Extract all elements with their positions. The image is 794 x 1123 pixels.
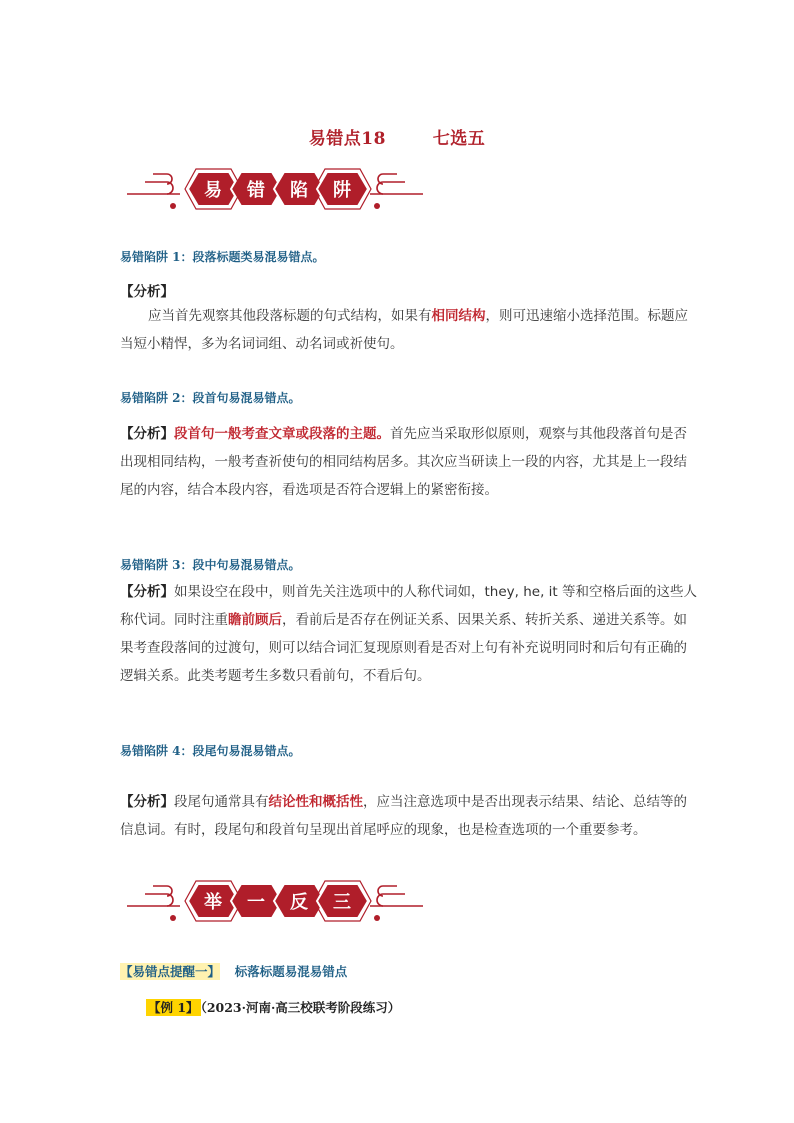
trap3-text-a: 如果设空在段中，则首先关注选项中的人称代词如，they, he, it 等和空格后面的这些人称代词。同时注重: [120, 584, 698, 628]
reminder-tag: 【易错点提醒一】: [120, 964, 221, 979]
trap3-paragraph: [120, 578, 700, 690]
title-main: 易错点18: [308, 129, 386, 149]
banner2-char-3: 反: [290, 892, 308, 913]
analysis-label: 【分析】: [120, 794, 174, 810]
trap2-heading: 易错陷阱 2：段首句易混易错点。: [120, 391, 301, 405]
trap3-text-b: ，看前后是否存在例证关系、因果关系、转折关系、递进关系等。如果考查段落间的过渡句，则可以结合词汇复现原则看是否对上句有补充说明同时和后句有正确的逻辑关系。此类考题考生多数只看前句，不看后句。: [120, 612, 687, 684]
trap4-text-b: ，应当注意选项中是否出现表示结果、结论、总结等的信息词。有时，段尾句和段首句呈现出首尾呼应的现象，也是检查选项的一个重要参考。: [120, 794, 687, 838]
banner-char-3: 陷: [290, 180, 308, 201]
trap1-paragraph: [120, 302, 700, 358]
trap3-heading: 易错陷阱 3：段中句易混易错点。: [120, 558, 301, 572]
trap2-text: 首先应当采取形似原则，观察与其他段落首句是否出现相同结构，一般考查祈使句的相同结构居多。其次应当研读上一段的内容，尤其是上一段结尾的内容，结合本段内容，看选项是否符合逻辑上的紧密衔接。: [120, 426, 687, 498]
banner-char-2: 错: [247, 180, 265, 201]
trap1-text-a: 应当首先观察其他段落标题的句式结构，如果有: [148, 308, 432, 324]
trap4-and: 和: [309, 794, 323, 810]
trap3-highlight: 瞻前顾后: [228, 612, 282, 628]
analysis-label: 【分析】: [120, 584, 174, 600]
trap1-text-b: ，则可迅速缩小选择范围。标题应当短小精悍，多为名词词组、动名词或祈使句。: [120, 308, 688, 352]
reminder-heading: [120, 962, 347, 980]
trap4-highlight-1: 结论性: [268, 794, 309, 810]
example-heading: [146, 998, 400, 1016]
example-tag: 【例 1】: [148, 1000, 199, 1015]
page-title: [0, 124, 794, 149]
trap1-heading: 易错陷阱 1：段落标题类易混易错点。: [120, 250, 325, 264]
banner2-char-2: 一: [247, 892, 265, 913]
analysis-label: 【分析】: [120, 426, 174, 442]
banner2-char-1: 举: [204, 892, 222, 913]
trap4-highlight-2: 概括性: [322, 794, 363, 810]
banner-char-4: 阱: [333, 180, 351, 201]
banner-char-1: 易: [204, 180, 222, 201]
banner-trap: [125, 160, 425, 218]
analysis-label: 【分析】: [120, 284, 174, 300]
trap4-paragraph: [120, 788, 700, 844]
trap4-heading: 易错陷阱 4：段尾句易混易错点。: [120, 744, 301, 758]
trap2-highlight: 段首句一般考查文章或段落的主题。: [174, 426, 390, 442]
banner2-char-4: 三: [333, 892, 351, 913]
reminder-text: 标落标题易混易错点: [234, 964, 348, 979]
trap1-highlight: 相同结构: [431, 308, 486, 324]
trap4-text-a: 段尾句通常具有: [174, 794, 269, 810]
example-source: （2023·河南·高三校联考阶段练习）: [200, 1000, 401, 1015]
trap2-paragraph: [120, 420, 700, 504]
banner-practice: [125, 872, 425, 930]
title-sub: 七选五: [432, 129, 486, 149]
